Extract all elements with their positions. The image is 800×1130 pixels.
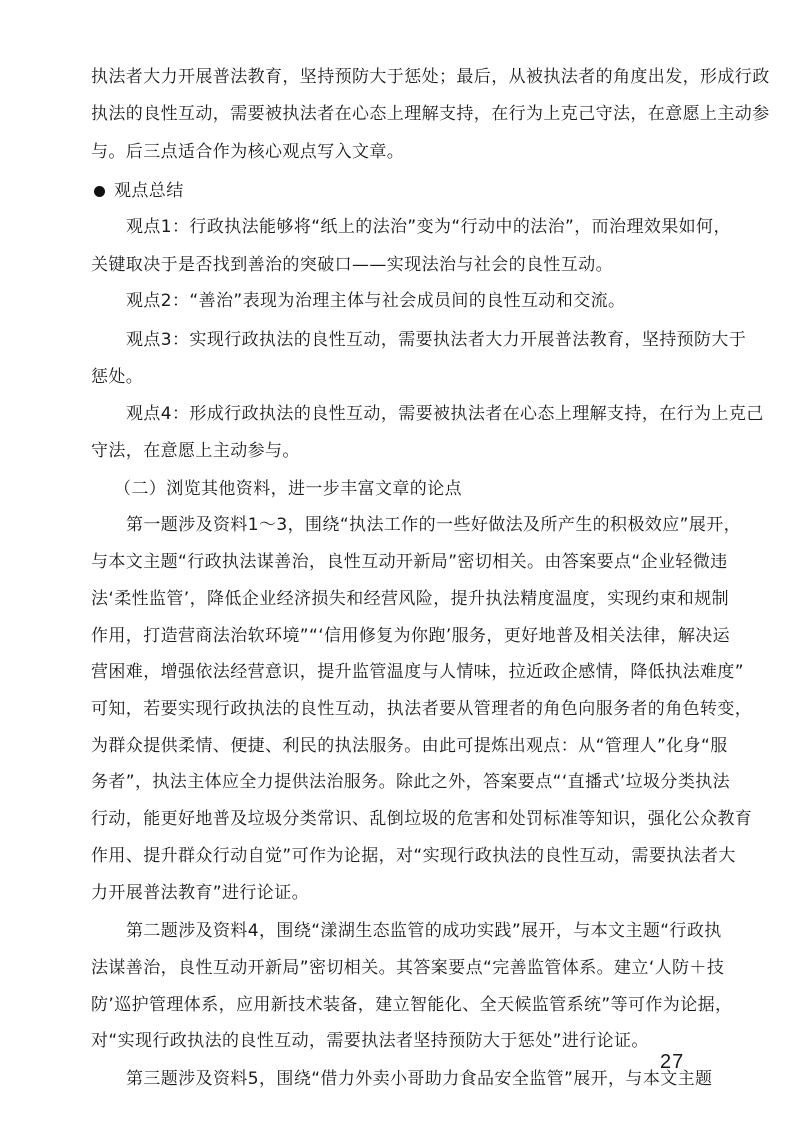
text-line: 力开展普法教育”进行论证。: [91, 883, 310, 903]
text-line: 第三题涉及资料5，围绕“借力外卖小哥助力食品安全监管”展开，与本文主题: [126, 1069, 713, 1089]
text-line: 执法的良性互动，需要被执法者在心态上理解支持，在行为上克己守法，在意愿上主动参: [91, 104, 770, 124]
text-line: 执法者大力开展普法教育，坚持预防大于惩处；最后，从被执法者的角度出发，形成行政: [91, 67, 770, 87]
text-line: 守法，在意愿上主动参与。: [91, 441, 300, 461]
text-line: 观点4：形成行政执法的良性互动，需要被执法者在心态上理解支持，在行为上克己: [126, 404, 764, 424]
text-line: 观点1：行政执法能够将“纸上的法治”变为“行动中的法治”，而治理效果如何，: [126, 217, 731, 237]
text-line: 作用，打造营商法治软环境”“‘信用修复为你跑’服务，更好地普及相关法律，解决运: [91, 626, 731, 646]
text-line: 与。后三点适合作为核心观点写入文章。: [91, 142, 405, 162]
text-line: 法‘柔性监管’，降低企业经济损失和经营风险，提升执法精度温度，实现约束和规制: [91, 589, 730, 609]
text-line: 行动，能更好地普及垃圾分类常识、乱倒垃圾的危害和处罚标准等知识，强化公众教育: [91, 809, 753, 829]
text-line: 惩处。: [91, 367, 144, 387]
text-line: 关键取决于是否找到善治的突破口——实现法治与社会的良性互动。: [91, 255, 613, 275]
text-line: 第一题涉及资料1～3，围绕“执法工作的一些好做法及所产生的积极效应”展开，: [126, 515, 742, 535]
summary-heading: 观点总结: [114, 181, 184, 201]
text-line: 作用、提升群众行动自觉”可作为论据，对“实现行政执法的良性互动，需要执法者大: [91, 846, 736, 866]
page-number: 27: [660, 1051, 685, 1073]
text-line: 观点2：“善治”表现为治理主体与社会成员间的良性互动和交流。: [126, 291, 626, 311]
text-line: 与本文主题“行政执法谋善治，良性互动开新局”密切相关。由答案要点“企业轻微违: [91, 552, 728, 572]
text-line: 营困难，增强依法经营意识，提升监管温度与人情味，拉近政企感情，降低执法难度”: [91, 662, 745, 682]
text-line: 为群众提供柔情、便捷、利民的执法服务。由此可提炼出观点：从“管理人”化身“服: [91, 736, 728, 756]
text-line: 第二题涉及资料4，围绕“漾湖生态监管的成功实践”展开，与本文主题“行政执: [126, 921, 722, 941]
text-line: 可知，若要实现行政执法的良性互动，执法者要从管理者的角色向服务者的角色转变，: [91, 699, 753, 719]
text-line: 务者”，执法主体应全力提供法治服务。除此之外，答案要点“‘直播式’垃圾分类执法: [91, 772, 731, 792]
text-line: 对“实现行政执法的良性互动，需要执法者坚持预防大于惩处”进行论证。: [91, 1031, 649, 1051]
section-heading: （二）浏览其他资料，进一步丰富文章的论点: [114, 479, 462, 499]
text-line: 法谋善治，良性互动开新局”密切相关。其答案要点“完善监管体系。建立‘人防＋技: [91, 958, 725, 978]
text-line: 防’巡护管理体系，应用新技术装备，建立智能化、全天候监管系统”等可作为论据，: [91, 995, 733, 1015]
text-line: 观点3：实现行政执法的良性互动，需要执法者大力开展普法教育，坚持预防大于: [126, 330, 747, 350]
